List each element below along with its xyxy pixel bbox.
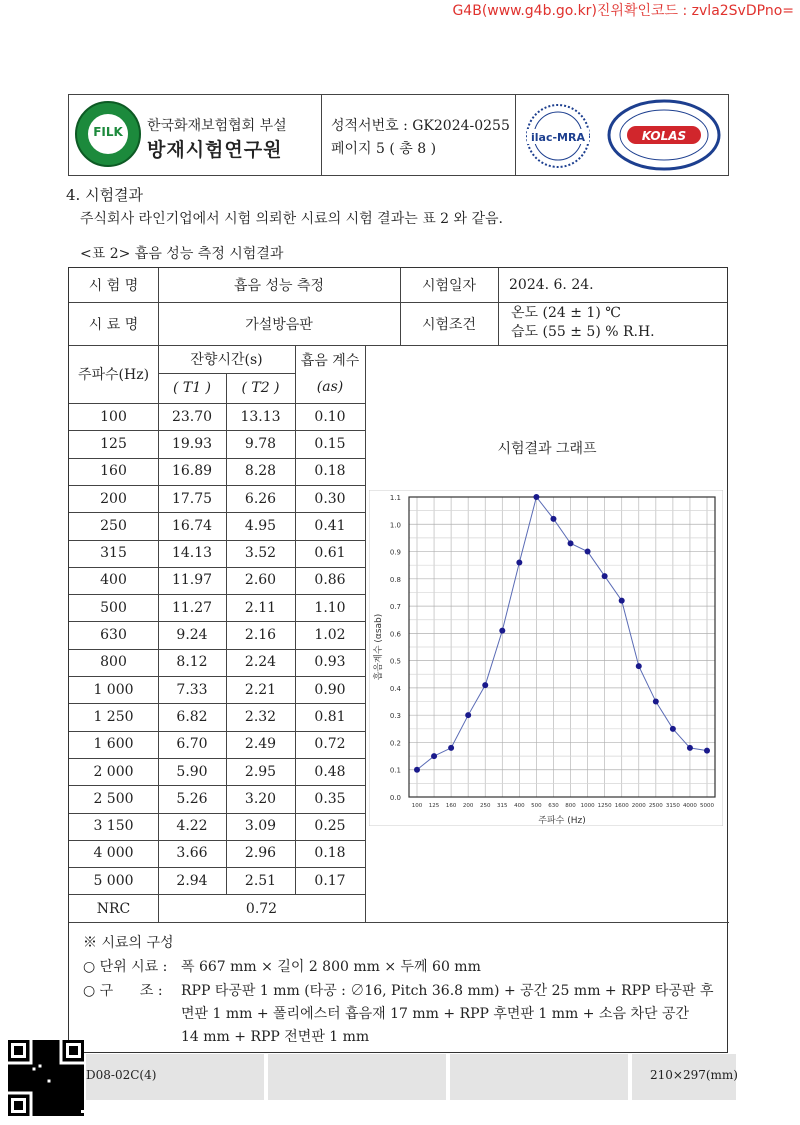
y-tick-label: 0.9 bbox=[389, 548, 401, 557]
cell-f: 400 bbox=[100, 572, 127, 589]
cell-t2: 9.78 bbox=[244, 435, 277, 452]
cell-t2: 3.09 bbox=[244, 818, 277, 835]
chart-frame bbox=[369, 490, 723, 826]
cell-f: 125 bbox=[100, 435, 127, 452]
cell-f: 2 500 bbox=[93, 790, 134, 807]
cell-t1: 4.22 bbox=[176, 818, 208, 835]
x-tick-label: 1250 bbox=[597, 803, 612, 809]
cell-a: 0.18 bbox=[314, 845, 346, 862]
y-tick-label: 0.4 bbox=[389, 684, 401, 693]
y-tick-label: 0.6 bbox=[389, 630, 401, 639]
test-date-value: 2024. 6. 24. bbox=[509, 277, 594, 293]
cell-t1: 16.74 bbox=[171, 517, 213, 534]
y-tick-label: 0.8 bbox=[389, 575, 401, 584]
condition-values bbox=[511, 304, 655, 342]
cell-a: 0.35 bbox=[314, 790, 346, 807]
col-absorption: 흡음 계수 bbox=[300, 353, 360, 369]
cell-a: 0.81 bbox=[314, 708, 346, 725]
cell-t2: 13.13 bbox=[240, 408, 281, 425]
y-tick-label: 1.1 bbox=[389, 494, 401, 502]
svg-text:ilac-MRA: ilac-MRA bbox=[531, 131, 585, 144]
structure-label: ○ 구 조 : bbox=[83, 983, 163, 999]
x-tick-label: 500 bbox=[531, 803, 542, 809]
cell-t2: 2.21 bbox=[244, 681, 277, 698]
cell-t1: 5.90 bbox=[176, 763, 208, 780]
cell-t2: 3.52 bbox=[244, 545, 277, 562]
nrc-value: 0.72 bbox=[245, 900, 278, 917]
cell-f: 315 bbox=[100, 545, 127, 562]
cell-t2: 2.96 bbox=[244, 845, 277, 862]
svg-text:KOLAS: KOLAS bbox=[641, 129, 687, 143]
x-tick-label: 160 bbox=[445, 803, 457, 809]
cell-a: 0.41 bbox=[314, 517, 346, 534]
x-tick-label: 250 bbox=[479, 803, 491, 809]
cell-f: 1 000 bbox=[93, 681, 134, 698]
data-point bbox=[499, 628, 505, 634]
structure-line1: RPP 타공판 1 mm (타공 : ∅16, Pitch 36.8 mm) + 공간 25 mm + RPP 타공판 후 bbox=[181, 983, 714, 999]
cell-a: 0.25 bbox=[314, 818, 346, 835]
cell-f: 5 000 bbox=[93, 872, 134, 889]
condition-label: 시험조건 bbox=[421, 316, 477, 333]
org-parent: 한국화재보험협회 부설 bbox=[147, 118, 287, 134]
section-title: 4. 시험결과 bbox=[66, 186, 144, 204]
x-axis-label: 주파수 (Hz) bbox=[538, 816, 586, 826]
cell-t2: 2.95 bbox=[244, 763, 277, 780]
cell-t1: 5.26 bbox=[176, 790, 208, 807]
cell-t2: 2.16 bbox=[244, 627, 277, 644]
cell-f: 4 000 bbox=[93, 845, 134, 862]
cell-a: 0.18 bbox=[314, 463, 346, 480]
qr-code bbox=[8, 1040, 84, 1116]
notes-title: ※ 시료의 구성 bbox=[83, 935, 174, 951]
test-name-value: 흡음 성능 측정 bbox=[233, 278, 325, 294]
y-tick-label: 0.7 bbox=[389, 603, 401, 612]
x-tick-label: 400 bbox=[514, 803, 525, 809]
cell-t2: 2.32 bbox=[244, 708, 277, 725]
cell-a: 0.30 bbox=[314, 490, 346, 507]
sample-value: 가설방음판 bbox=[245, 316, 313, 333]
x-tick-label: 2000 bbox=[631, 803, 646, 809]
data-point bbox=[482, 682, 488, 688]
cell-a: 1.10 bbox=[314, 599, 346, 616]
data-point bbox=[568, 540, 574, 546]
cell-t1: 9.24 bbox=[176, 627, 208, 644]
unit-sample-value: 폭 667 mm × 길이 2 800 mm × 두께 60 mm bbox=[181, 959, 481, 975]
cell-a: 0.72 bbox=[314, 736, 346, 753]
cell-f: 500 bbox=[100, 599, 127, 616]
cell-f: 100 bbox=[100, 408, 127, 425]
org-name: 방재시험연구원 bbox=[147, 139, 283, 161]
cell-t1: 6.82 bbox=[176, 708, 208, 725]
cell-t2: 2.60 bbox=[244, 572, 277, 589]
cell-a: 1.02 bbox=[314, 627, 346, 644]
cell-t2: 3.20 bbox=[244, 790, 277, 807]
cell-t1: 16.89 bbox=[171, 463, 213, 480]
cell-t2: 6.26 bbox=[244, 490, 277, 507]
data-point bbox=[414, 767, 420, 773]
data-point bbox=[431, 753, 437, 759]
data-point bbox=[619, 598, 625, 604]
cell-f: 800 bbox=[100, 654, 127, 671]
cell-f: 3 150 bbox=[93, 818, 134, 835]
ilac-mra-logo bbox=[523, 101, 593, 171]
cell-t1: 17.75 bbox=[171, 490, 213, 507]
x-tick-label: 4000 bbox=[682, 803, 697, 809]
y-axis-label: 흡음계수 (αsab) bbox=[374, 613, 384, 681]
x-tick-label: 1600 bbox=[614, 803, 629, 809]
absorption-chart bbox=[369, 490, 723, 826]
data-point bbox=[533, 494, 539, 500]
cell-t1: 23.70 bbox=[171, 408, 213, 425]
data-point bbox=[670, 726, 676, 732]
cell-f: 1 250 bbox=[93, 708, 134, 725]
results-table bbox=[68, 267, 728, 1053]
test-name-label: 시 험 명 bbox=[88, 278, 139, 294]
y-tick-label: 0.3 bbox=[389, 712, 401, 721]
x-tick-label: 2500 bbox=[648, 803, 663, 809]
x-tick-label: 200 bbox=[462, 803, 474, 809]
x-tick-label: 100 bbox=[411, 803, 423, 809]
verification-code: G4B(www.g4b.go.kr)진위확인코드 : zvla2SvDPno= bbox=[452, 3, 794, 19]
x-tick-label: 1000 bbox=[580, 803, 595, 809]
cell-a: 0.10 bbox=[314, 408, 346, 425]
kolas-logo bbox=[607, 99, 721, 171]
cell-f: 1 600 bbox=[93, 736, 134, 753]
unit-sample-label: ○ 단위 시료 : bbox=[83, 959, 168, 975]
cell-t1: 6.70 bbox=[176, 736, 208, 753]
cell-f: 160 bbox=[100, 463, 127, 480]
col-t2: ( T2 ) bbox=[241, 380, 280, 396]
cell-f: 630 bbox=[100, 627, 127, 644]
page-info: 페이지 5 ( 총 8 ) bbox=[331, 141, 437, 157]
y-tick-label: 0.5 bbox=[389, 657, 401, 666]
cell-a: 0.48 bbox=[314, 763, 346, 780]
structure-line2: 면판 1 mm + 폴리에스터 흡음재 17 mm + RPP 후면판 1 mm + 소음 차단 공간 bbox=[181, 1006, 690, 1022]
cell-a: 0.93 bbox=[314, 654, 346, 671]
cell-t1: 11.27 bbox=[171, 599, 213, 616]
cell-a: 0.61 bbox=[314, 545, 346, 562]
filk-logo: FILK bbox=[75, 101, 141, 167]
cell-f: 200 bbox=[100, 490, 127, 507]
x-tick-label: 315 bbox=[497, 803, 508, 809]
y-tick-label: 0.1 bbox=[389, 766, 401, 775]
cell-a: 0.90 bbox=[314, 681, 346, 698]
cell-t1: 7.33 bbox=[176, 681, 208, 698]
data-point bbox=[653, 699, 659, 705]
sample-label: 시 료 명 bbox=[88, 316, 139, 333]
cell-t1: 19.93 bbox=[171, 435, 213, 452]
cell-a: 0.17 bbox=[314, 872, 346, 889]
condition-humidity: 습도 (55 ± 5) % R.H. bbox=[511, 324, 655, 340]
y-tick-label: 0.2 bbox=[389, 739, 401, 748]
data-point bbox=[448, 745, 454, 751]
cell-t1: 14.13 bbox=[171, 545, 213, 562]
cell-t2: 8.28 bbox=[244, 463, 277, 480]
cell-t1: 11.97 bbox=[171, 572, 213, 589]
x-tick-label: 5000 bbox=[700, 803, 714, 809]
cell-t2: 4.95 bbox=[244, 517, 277, 534]
x-tick-label: 3150 bbox=[665, 803, 680, 809]
data-point bbox=[465, 712, 471, 718]
y-tick-label: 1.0 bbox=[389, 521, 401, 530]
data-point bbox=[687, 745, 693, 751]
nrc-label: NRC bbox=[96, 900, 131, 917]
x-tick-label: 125 bbox=[428, 803, 440, 809]
table-caption: <표 2> 흡음 성능 측정 시험결과 bbox=[80, 246, 284, 262]
form-code: D08-02C(4) bbox=[86, 1068, 157, 1082]
col-frequency: 주파수(Hz) bbox=[77, 367, 150, 383]
section-description: 주식회사 라인기업에서 시험 의뢰한 시료의 시험 결과는 표 2 와 같음. bbox=[80, 211, 504, 227]
cell-t2: 2.51 bbox=[244, 872, 277, 889]
cell-f: 250 bbox=[100, 517, 127, 534]
cell-a: 0.86 bbox=[314, 572, 346, 589]
data-point bbox=[585, 549, 591, 555]
col-absorption-symbol: (as) bbox=[316, 379, 344, 395]
graph-title: 시험결과 그래프 bbox=[497, 441, 597, 457]
cell-a: 0.15 bbox=[314, 435, 346, 452]
data-point bbox=[602, 573, 608, 579]
structure-line3: 14 mm + RPP 전면판 1 mm bbox=[181, 1029, 370, 1045]
cell-t1: 2.94 bbox=[176, 872, 208, 889]
data-point bbox=[550, 516, 556, 522]
y-tick-label: 0.0 bbox=[389, 794, 401, 802]
test-date-label: 시험일자 bbox=[421, 278, 477, 294]
x-tick-label: 630 bbox=[548, 803, 559, 809]
cell-t2: 2.11 bbox=[244, 599, 277, 616]
condition-temp: 온도 (24 ± 1) ℃ bbox=[511, 305, 621, 321]
data-point bbox=[516, 559, 522, 565]
cell-t1: 3.66 bbox=[176, 845, 208, 862]
cell-f: 2 000 bbox=[93, 763, 134, 780]
col-t1: ( T1 ) bbox=[172, 380, 212, 396]
report-number: 성적서번호 : GK2024-0255 bbox=[331, 118, 510, 134]
cell-t2: 2.49 bbox=[244, 736, 277, 753]
paper-size: 210×297(mm) bbox=[650, 1068, 738, 1082]
data-point bbox=[704, 748, 710, 754]
cell-t2: 2.24 bbox=[244, 654, 277, 671]
col-reverb: 잔향시간(s) bbox=[190, 352, 263, 368]
cell-t1: 8.12 bbox=[176, 654, 208, 671]
report-header bbox=[68, 94, 729, 176]
x-tick-label: 800 bbox=[565, 803, 576, 809]
data-point bbox=[636, 663, 642, 669]
